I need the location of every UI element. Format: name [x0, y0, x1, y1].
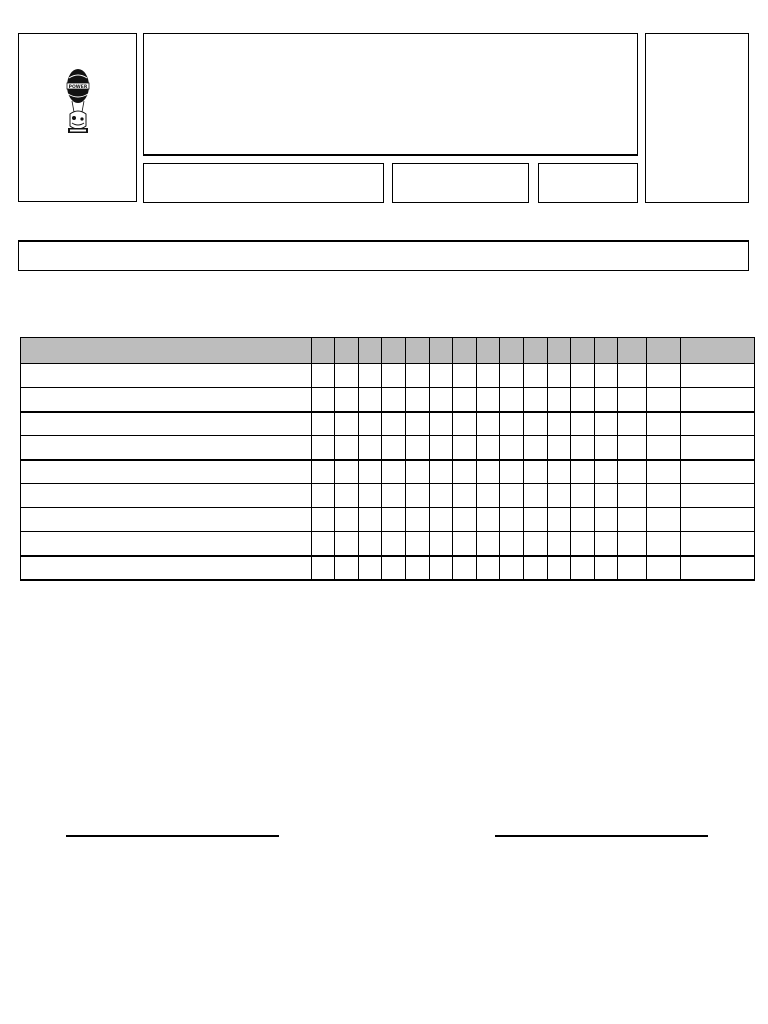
table-row: [21, 436, 755, 460]
section-title-bar: [18, 240, 749, 271]
table-cell: [618, 388, 647, 412]
table-cell: [524, 460, 548, 484]
table-cell: [500, 508, 524, 532]
table-cell: [524, 364, 548, 388]
table-cell: [405, 484, 429, 508]
column-header: [382, 338, 406, 364]
column-header: [647, 338, 681, 364]
table-cell: [429, 508, 453, 532]
schedule-table: [20, 337, 755, 581]
table-cell: [547, 508, 571, 532]
table-cell: [647, 556, 681, 580]
table-cell: [524, 556, 548, 580]
table-cell: [618, 364, 647, 388]
table-cell: [429, 412, 453, 436]
table-cell: [524, 388, 548, 412]
table-cell: [594, 532, 618, 556]
table-cell: [453, 460, 477, 484]
table-cell: [358, 556, 382, 580]
table-cell: [594, 484, 618, 508]
table-cell: [311, 532, 335, 556]
signature-line-left: [66, 835, 279, 837]
column-header: [453, 338, 477, 364]
balloon-logo-icon: [64, 68, 92, 140]
table-cell: [405, 364, 429, 388]
table-cell: [429, 484, 453, 508]
table-cell: [571, 364, 595, 388]
table-cell: [594, 460, 618, 484]
table-cell: [594, 556, 618, 580]
table-cell: [476, 532, 500, 556]
table-cell: [647, 532, 681, 556]
header-side-box: [645, 33, 749, 203]
column-header: [524, 338, 548, 364]
table-cell: [476, 412, 500, 436]
table-cell: [571, 436, 595, 460]
table-row: [21, 460, 755, 484]
row-description-cell: [21, 484, 312, 508]
table-cell: [547, 436, 571, 460]
header-field-2: [392, 163, 529, 203]
row-description-cell: [21, 412, 312, 436]
table-cell: [547, 460, 571, 484]
table-cell: [547, 364, 571, 388]
row-description-cell: [21, 436, 312, 460]
row-description-cell: [21, 508, 312, 532]
table-cell: [335, 412, 359, 436]
table-cell: [594, 412, 618, 436]
table-row: [21, 412, 755, 436]
signature-line-right: [495, 835, 708, 837]
table-cell: [476, 436, 500, 460]
row-description-cell: [21, 460, 312, 484]
table-cell: [547, 532, 571, 556]
table-cell: [647, 412, 681, 436]
table-cell: [358, 508, 382, 532]
table-row: [21, 556, 755, 580]
table-cell: [311, 508, 335, 532]
table-cell: [500, 532, 524, 556]
table-cell: [681, 556, 755, 580]
table-cell: [382, 508, 406, 532]
table-cell: [335, 364, 359, 388]
table-cell: [524, 532, 548, 556]
table-cell: [382, 460, 406, 484]
table-cell: [405, 508, 429, 532]
table-cell: [500, 556, 524, 580]
table-cell: [594, 436, 618, 460]
table-cell: [311, 460, 335, 484]
table-cell: [476, 484, 500, 508]
table-cell: [500, 388, 524, 412]
table-cell: [681, 436, 755, 460]
table-cell: [311, 556, 335, 580]
row-description-cell: [21, 388, 312, 412]
table-cell: [618, 532, 647, 556]
table-cell: [547, 484, 571, 508]
table-cell: [405, 532, 429, 556]
table-cell: [311, 412, 335, 436]
table-cell: [524, 508, 548, 532]
column-header: [681, 338, 755, 364]
table-cell: [358, 436, 382, 460]
row-description-cell: [21, 364, 312, 388]
table-cell: [681, 508, 755, 532]
table-cell: [618, 508, 647, 532]
table-cell: [681, 388, 755, 412]
row-description-cell: [21, 532, 312, 556]
table-cell: [335, 484, 359, 508]
table-cell: [681, 460, 755, 484]
table-cell: [618, 436, 647, 460]
table-cell: [500, 412, 524, 436]
table-cell: [358, 412, 382, 436]
table-cell: [571, 532, 595, 556]
table-cell: [594, 364, 618, 388]
table-cell: [429, 532, 453, 556]
header-field-1: [143, 163, 384, 203]
table-cell: [571, 412, 595, 436]
table-cell: [429, 460, 453, 484]
table-cell: [382, 484, 406, 508]
column-header: [618, 338, 647, 364]
table-cell: [453, 508, 477, 532]
table-cell: [358, 460, 382, 484]
logo-wordmark: POWER: [68, 85, 88, 90]
table-cell: [476, 460, 500, 484]
table-cell: [681, 532, 755, 556]
table-cell: [547, 388, 571, 412]
table-cell: [547, 412, 571, 436]
table-cell: [335, 532, 359, 556]
table-cell: [571, 484, 595, 508]
table-cell: [429, 556, 453, 580]
table-cell: [405, 556, 429, 580]
table-cell: [335, 508, 359, 532]
table-cell: [594, 508, 618, 532]
table-cell: [382, 436, 406, 460]
column-header: [476, 338, 500, 364]
table-cell: [618, 484, 647, 508]
table-header-row: [21, 338, 755, 364]
table-cell: [358, 388, 382, 412]
table-cell: [500, 460, 524, 484]
column-header: [571, 338, 595, 364]
table-cell: [382, 388, 406, 412]
table-cell: [647, 436, 681, 460]
table-cell: [358, 484, 382, 508]
table-cell: [647, 364, 681, 388]
table-cell: [453, 532, 477, 556]
table-cell: [476, 508, 500, 532]
table-cell: [382, 556, 406, 580]
table-cell: [382, 364, 406, 388]
column-header: [594, 338, 618, 364]
table-cell: [524, 484, 548, 508]
table-cell: [571, 460, 595, 484]
table-cell: [429, 436, 453, 460]
table-cell: [500, 364, 524, 388]
table-cell: [335, 388, 359, 412]
table-cell: [429, 388, 453, 412]
table-cell: [500, 484, 524, 508]
table-cell: [311, 484, 335, 508]
column-header: [429, 338, 453, 364]
table-cell: [453, 556, 477, 580]
table-cell: [311, 388, 335, 412]
column-header: [405, 338, 429, 364]
table-cell: [405, 388, 429, 412]
table-cell: [382, 412, 406, 436]
table-cell: [681, 484, 755, 508]
table-cell: [358, 364, 382, 388]
column-header: [500, 338, 524, 364]
table-cell: [547, 556, 571, 580]
table-cell: [571, 388, 595, 412]
table-cell: [647, 484, 681, 508]
table-cell: [405, 412, 429, 436]
table-cell: [453, 364, 477, 388]
table-cell: [358, 532, 382, 556]
column-header: [311, 338, 335, 364]
column-header: [335, 338, 359, 364]
table-cell: [571, 508, 595, 532]
table-cell: [335, 436, 359, 460]
table-cell: [618, 556, 647, 580]
table-cell: [618, 412, 647, 436]
table-cell: [453, 412, 477, 436]
table-row: [21, 532, 755, 556]
table-cell: [524, 436, 548, 460]
table-cell: [405, 460, 429, 484]
table-cell: [453, 484, 477, 508]
table-cell: [335, 556, 359, 580]
table-cell: [429, 364, 453, 388]
table-cell: [453, 388, 477, 412]
column-header: [547, 338, 571, 364]
table-cell: [647, 508, 681, 532]
table-cell: [476, 364, 500, 388]
table-cell: [647, 460, 681, 484]
table-cell: [647, 388, 681, 412]
table-row: [21, 508, 755, 532]
logo-box: [18, 33, 137, 202]
table-row: [21, 484, 755, 508]
column-header-description: [21, 338, 312, 364]
table-cell: [311, 436, 335, 460]
table-cell: [681, 364, 755, 388]
table-cell: [335, 460, 359, 484]
column-header: [358, 338, 382, 364]
table-cell: [476, 556, 500, 580]
table-cell: [681, 412, 755, 436]
table-cell: [382, 532, 406, 556]
table-cell: [476, 388, 500, 412]
table-cell: [571, 556, 595, 580]
header-title-box: [143, 33, 638, 156]
table-cell: [453, 436, 477, 460]
table-cell: [618, 460, 647, 484]
table-row: [21, 364, 755, 388]
table-cell: [524, 412, 548, 436]
table-cell: [405, 436, 429, 460]
header-field-3: [538, 163, 638, 203]
table-row: [21, 388, 755, 412]
row-description-cell: [21, 556, 312, 580]
table-cell: [594, 388, 618, 412]
table-cell: [500, 436, 524, 460]
table-cell: [311, 364, 335, 388]
